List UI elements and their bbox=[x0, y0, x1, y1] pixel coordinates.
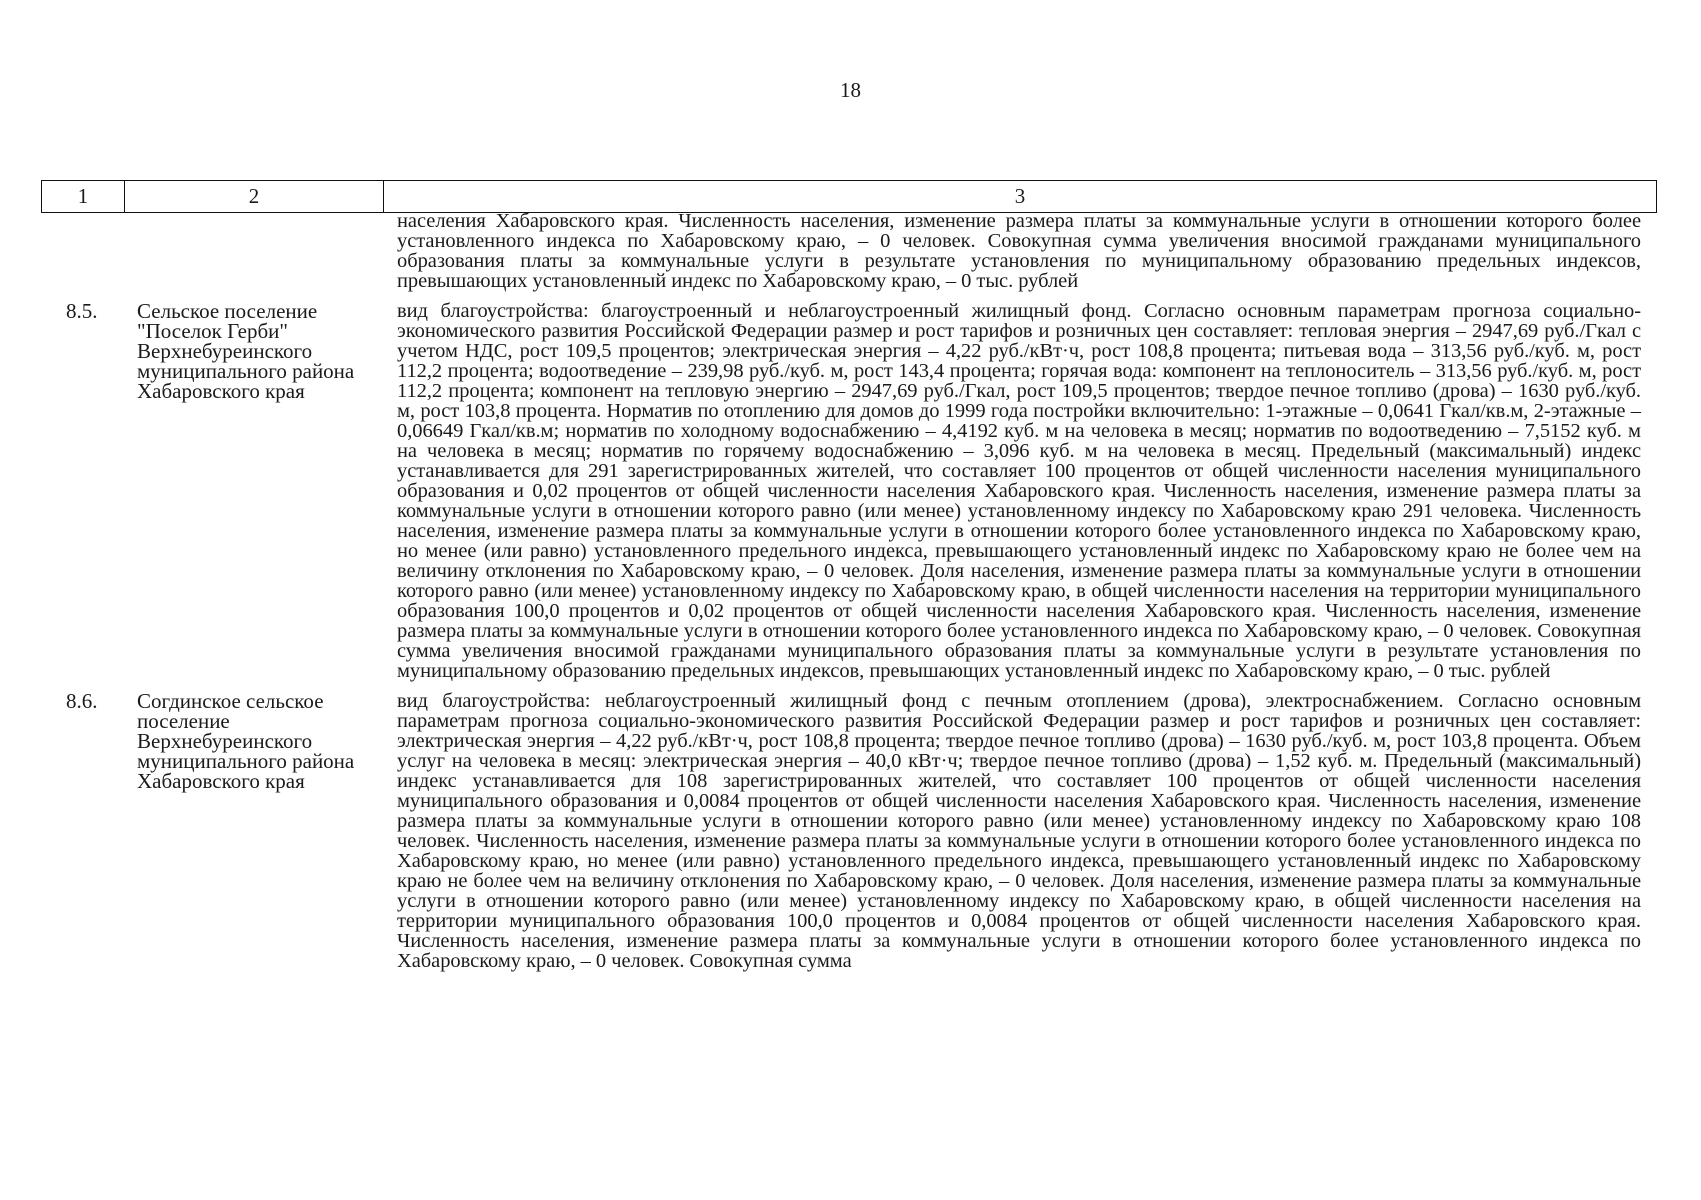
table-header bbox=[41, 180, 1657, 213]
table-row-8-5 bbox=[0, 301, 1701, 681]
row-municipality-name: Согдинское сельское поселение Верхнебуреинского муниципального района Хабаровского края bbox=[137, 689, 355, 793]
page-number: 18 bbox=[840, 78, 861, 102]
row-description: вид благоустройства: неблагоустроенный жилищный фонд с печным отоплением (дрова), электроснабжением. Согласно основным параметрам прогноза социально-экономического развития Российской Федерации размер и рост тарифов и розничных цен составляет: электрическая энергия – 4,22 руб./кВт·ч, рост 108,8 процента; твердое печное топливо (дрова) – 1630 руб./куб. м, рост 103,8 процента. Объем услуг на человека в месяц: электрическая энергия – 40,0 кВт·ч; твердое печное топливо (дрова) – 1,52 куб. м. Предельный (максимальный) индекс устанавливается для 108 зарегистрированных жителей, что составляет 100 процентов от общей численности населения муниципального образования и 0,0084 процентов от общей численности населения Хабаровского края. Численность населения, изменение размера платы за коммунальные услуги в отношении которого равно (или менее) установленному индексу по Хабаровскому краю 108 человек. Численность населения, изменение размера платы за коммунальные услуги в отношении которого более установленного индекса по Хабаровскому краю, но менее (или равно) установленного предельного индекса, превышающего установленный индекс по Хабаровскому краю не более чем на величину отклонения по Хабаровскому краю, – 0 человек. Доля населения, изменение размера платы за коммунальные услуги в отношении которого равно (или менее) установленному индексу по Хабаровскому краю, в общей численности населения на территории муниципального образования 100,0 процентов и 0,0084 процентов от общей численности населения Хабаровского края. Численность населения, изменение размера платы за коммунальные услуги в отношении которого более установленного индекса по Хабаровскому краю, – 0 человек. Совокупная сумма bbox=[397, 690, 1641, 972]
row-description: вид благоустройства: благоустроенный и неблагоустроенный жилищный фонд. Согласно основным параметрам прогноза социально-экономического развития Российской Федерации размер и рост тарифов и розничных цен составляет: тепловая энергия – 2947,69 руб./Гкал с учетом НДС, рост 109,5 процентов; электрическая энергия – 4,22 руб./кВт·ч, рост 108,8 процента; питьевая вода – 313,56 руб./куб. м, рост 112,2 процента; водоотведение – 239,98 руб./куб. м, рост 143,4 процента; горячая вода: компонент на теплоноситель – 313,56 руб./куб. м, рост 112,2 процента; компонент на тепловую энергию – 2947,69 руб./Гкал, рост 109,5 процентов; твердое печное топливо (дрова) – 1630 руб./куб. м, рост 103,8 процента. Норматив по отоплению для домов до 1999 года постройки включительно: 1-этажные – 0,0641 Гкал/кв.м, 2-этажные – 0,06649 Гкал/кв.м; норматив по холодному водоснабжению – 4,4192 куб. м на человека в месяц; норматив по водоотведению – 7,5152 куб. м на человека в месяц; норматив по горячему водоснабжению – 3,096 куб. м на человека в месяц. Предельный (максимальный) индекс устанавливается для 291 зарегистрированных жителей, что составляет 100 процентов от общей численности населения муниципального образования и 0,02 процентов от общей численности населения Хабаровского края. Численность населения, изменение размера платы за коммунальные услуги в отношении которого равно (или менее) установленному индексу по Хабаровскому краю 291 человека. Численность населения, изменение размера платы за коммунальные услуги в отношении которого более установленного индекса по Хабаровскому краю, но менее (или равно) установленного предельного индекса, превышающего установленный индекс по Хабаровскому краю не более чем на величину отклонения по Хабаровскому краю, – 0 человек. Доля населения, изменение размера платы за коммунальные услуги в отношении которого равно (или менее) установленному индексу по Хабаровскому краю, в общей численности населения на территории муниципального образования 100,0 процентов и 0,02 процентов от общей численности населения Хабаровского края. Численность населения, изменение размера платы за коммунальные услуги в отношении которого более установленного индекса по Хабаровскому краю, – 0 человек. Совокупная сумма увеличения вносимой гражданами муниципального образования платы за коммунальные услуги в результате установления по муниципальному образованию предельных индексов, превышающих установленный индекс по Хабаровскому краю, – 0 тыс. рублей bbox=[397, 300, 1641, 682]
table-header-col1: 1 bbox=[42, 181, 125, 212]
table-header-col3: 3 bbox=[1014, 184, 1026, 208]
table-row-8-6 bbox=[0, 691, 1701, 971]
table-header-col2: 2 bbox=[125, 181, 384, 212]
row-description: населения Хабаровского края. Численность населения, изменение размера платы за коммунальные услуги в отношении которого более установленного индекса по Хабаровскому краю, – 0 человек. Совокупная сумма увеличения вносимой гражданами муниципального образования платы за коммунальные услуги в результате установления по муниципальному образованию предельных индексов, превышающих установленный индекс по Хабаровскому краю, – 0 тыс. рублей bbox=[397, 210, 1641, 292]
row-number: 8.5. bbox=[66, 299, 98, 323]
table-row-continuation bbox=[0, 211, 1701, 291]
table-body bbox=[0, 211, 1701, 981]
row-municipality-name: Сельское поселение "Поселок Герби" Верхнебуреинского муниципального района Хабаровского края bbox=[137, 299, 355, 403]
row-number: 8.6. bbox=[66, 689, 98, 713]
